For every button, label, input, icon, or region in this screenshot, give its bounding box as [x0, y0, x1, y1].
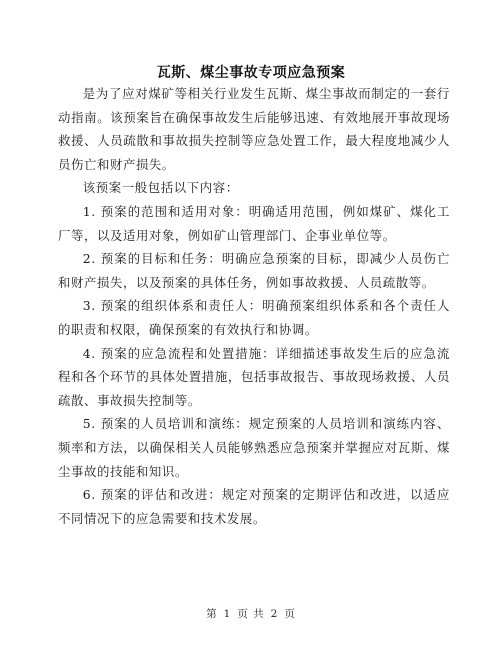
paragraph-item-2: 2. 预案的目标和任务：明确应急预案的目标，即减少人员伤亡和财产损失，以及预案的具体任务，例如事故救援、人员疏散等。 — [58, 251, 450, 290]
document-title: 瓦斯、煤尘事故专项应急预案 — [156, 65, 346, 81]
paragraph-contents-heading: 该预案一般包括以下内容： — [82, 180, 239, 196]
paragraph-item-3: 3. 预案的组织体系和责任人：明确预案组织体系和各个责任人的职责和权限，确保预案的有效执行和协调。 — [58, 298, 450, 337]
paragraph-item-5: 5. 预案的人员培训和演练：规定预案的人员培训和演练内容、频率和方法，以确保相关人员能够熟悉应急预案并掌握应对瓦斯、煤尘事故的技能和知识。 — [58, 416, 450, 479]
footer-total-pages: 2 — [270, 608, 279, 620]
page-footer — [0, 606, 502, 621]
footer-prefix: 第 — [206, 608, 218, 620]
footer-suffix: 页 — [284, 608, 296, 620]
footer-current-page: 1 — [223, 608, 232, 620]
paragraph-intro: 是为了应对煤矿等相关行业发生瓦斯、煤尘事故而制定的一套行动指南。该预案旨在确保事故发生后能够迅速、有效地展开事故现场救援、人员疏散和事故损失控制等应急处置工作，最大程度地减少人员伤亡和财产损失。 — [58, 86, 450, 172]
footer-middle: 页 共 — [237, 608, 265, 620]
paragraph-item-1: 1. 预案的范围和适用对象：明确适用范围，例如煤矿、煤化工厂等，以及适用对象，例如矿山管理部门、企事业单位等。 — [58, 203, 450, 243]
paragraph-item-6: 6. 预案的评估和改进：规定对预案的定期评估和改进，以适应不同情况下的应急需要和技术发展。 — [58, 487, 450, 526]
document-body — [58, 82, 450, 530]
paragraph-item-4: 4. 预案的应急流程和处置措施：详细描述事故发生后的应急流程和各个环节的具体处置措施，包括事故报告、事故现场救援、人员疏散、事故损失控制等。 — [58, 345, 450, 408]
